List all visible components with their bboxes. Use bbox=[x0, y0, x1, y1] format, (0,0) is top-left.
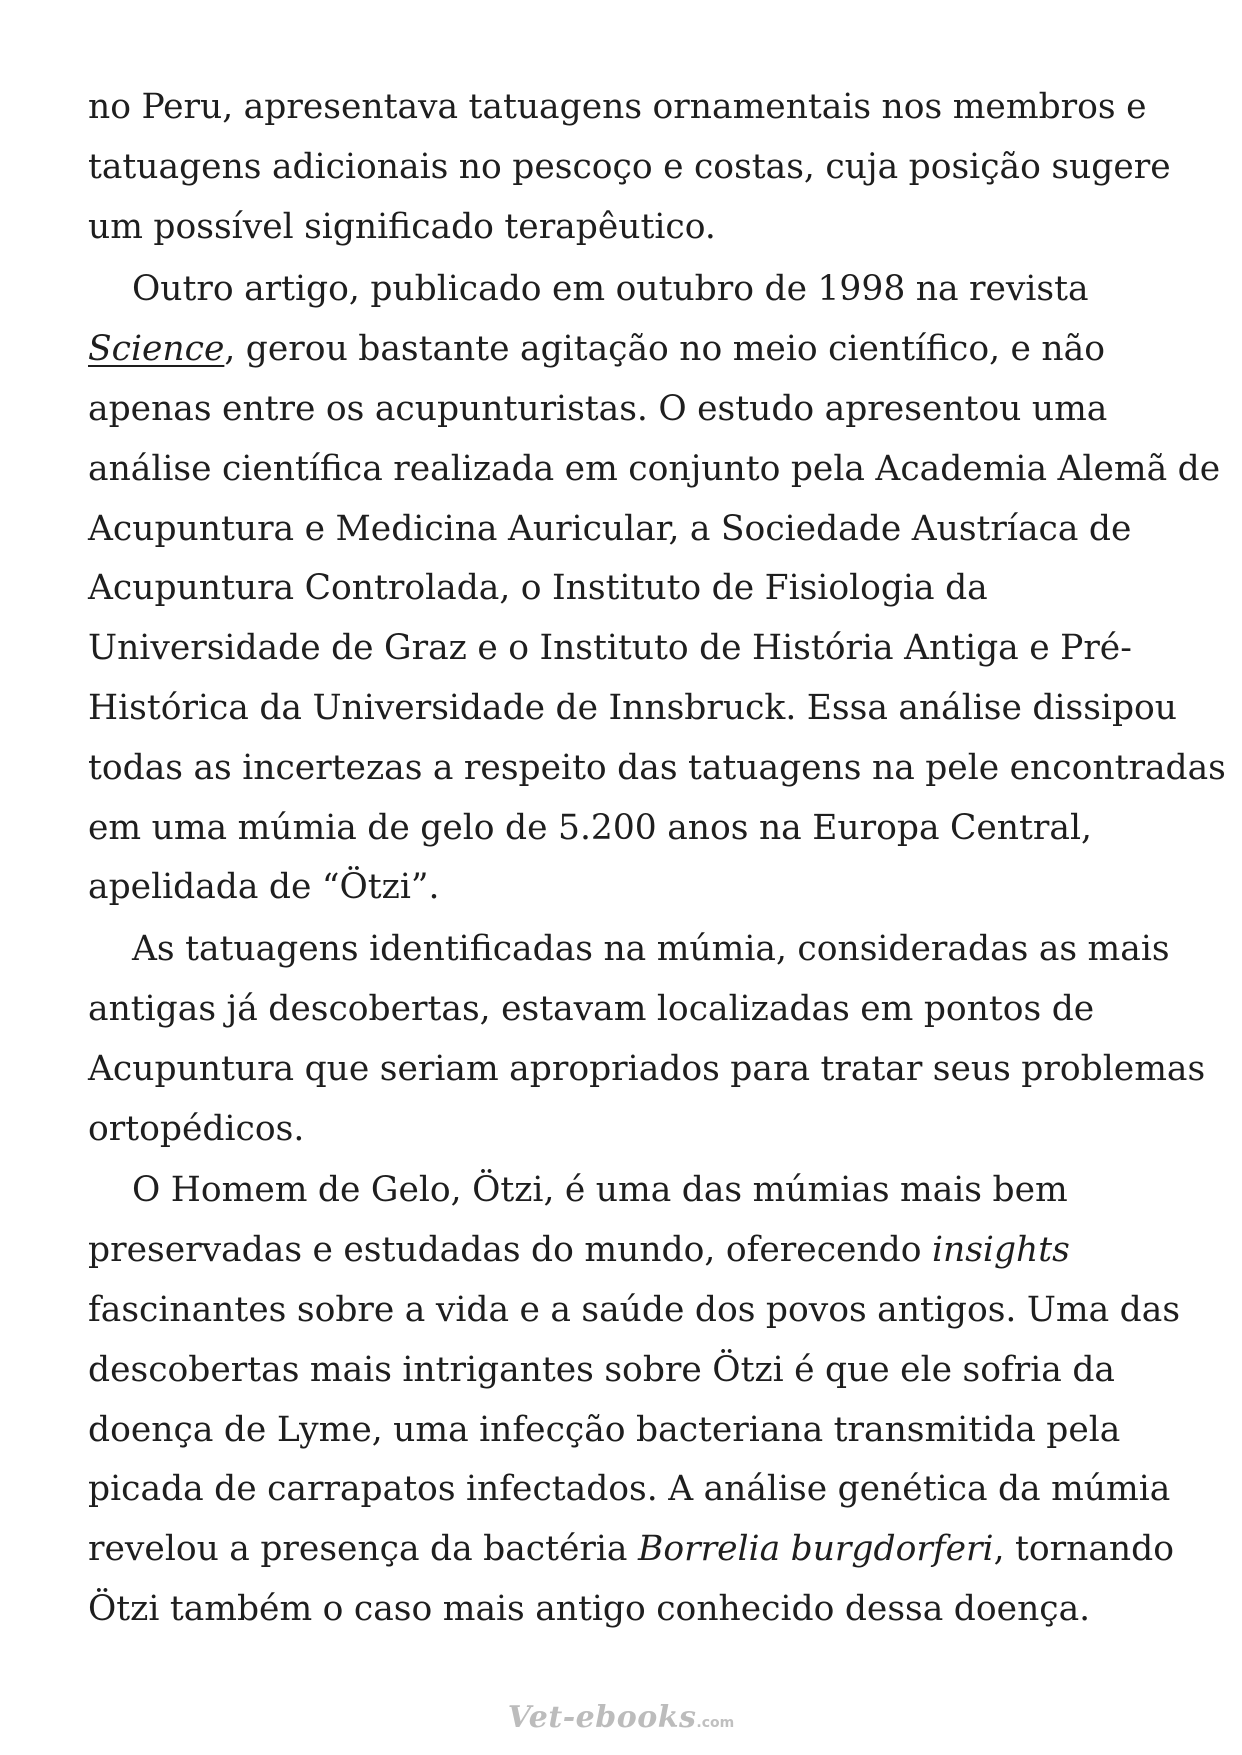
text-line: O Homem de Gelo, Ötzi, é uma das múmias mais bem bbox=[132, 1170, 1068, 1211]
paragraph-3 bbox=[88, 920, 1206, 1159]
text-line: picada de carrapatos infectados. A análise genética da múmia bbox=[88, 1469, 1171, 1510]
text-line: todas as incertezas a respeito das tatuagens na pele encontradas bbox=[88, 747, 1226, 788]
text-line bbox=[88, 1221, 1168, 1281]
science-link[interactable]: Science bbox=[88, 329, 225, 370]
text-line: um possível significado terapêutico. bbox=[88, 206, 716, 247]
text-line: fascinantes sobre a vida e a saúde dos povos antigos. Uma das bbox=[88, 1289, 1181, 1330]
text-line bbox=[88, 320, 1168, 380]
text-line: Outro artigo, publicado em outubro de 1998 na revista bbox=[132, 269, 1089, 310]
italic-term: Borrelia burgdorferi bbox=[637, 1529, 994, 1570]
text-line: tatuagens adicionais no pescoço e costas, cuja posição sugere bbox=[88, 146, 1171, 187]
text-line: no Peru, apresentava tatuagens ornamentais nos membros e bbox=[88, 87, 1147, 127]
paragraph-2 bbox=[88, 260, 1226, 918]
page-body bbox=[88, 78, 1226, 1640]
text-line: ortopédicos. bbox=[88, 1108, 305, 1149]
paragraph-4 bbox=[88, 1161, 1181, 1639]
text-line: em uma múmia de gelo de 5.200 anos na Europa Central, bbox=[88, 807, 1092, 848]
text-line: Acupuntura que seriam apropriados para tratar seus problemas bbox=[88, 1048, 1206, 1089]
text-line: Histórica da Universidade de Innsbruck. Essa análise dissipou bbox=[88, 687, 1178, 728]
text-line: apelidada de “Ötzi”. bbox=[88, 867, 440, 908]
text-line: Acupuntura e Medicina Auricular, a Sociedade Austríaca de bbox=[88, 508, 1132, 549]
text-line: análise científica realizada em conjunto pela Academia Alemã de bbox=[88, 448, 1221, 489]
text-line: antigas já descobertas, estavam localizadas em pontos de bbox=[88, 988, 1095, 1029]
paragraph-1 bbox=[88, 78, 1171, 257]
text-fragment: revelou a presença da bactéria bbox=[88, 1529, 638, 1570]
text-fragment: preservadas e estudadas do mundo, oferecendo bbox=[88, 1230, 932, 1271]
watermark-logo-tld: .com bbox=[696, 1715, 735, 1731]
text-line: doença de Lyme, uma infecção bacteriana transmitida pela bbox=[88, 1409, 1121, 1450]
text-line: As tatuagens identificadas na múmia, consideradas as mais bbox=[132, 929, 1170, 970]
text-line bbox=[88, 1520, 1174, 1580]
text-line: Ötzi também o caso mais antigo conhecido dessa doença. bbox=[88, 1588, 1091, 1629]
text-line: descobertas mais intrigantes sobre Ötzi é que ele sofria da bbox=[88, 1349, 1115, 1390]
text-fragment: , tornando bbox=[993, 1529, 1174, 1570]
text-line: Universidade de Graz e o Instituto de História Antiga e Pré- bbox=[88, 628, 1132, 669]
text-line: Acupuntura Controlada, o Instituto de Fisiologia da bbox=[88, 568, 988, 609]
italic-term: insights bbox=[931, 1230, 1070, 1271]
footer-watermark bbox=[0, 1700, 1242, 1735]
text-fragment: , gerou bastante agitação no meio científico, e não bbox=[224, 329, 1105, 370]
text-line: apenas entre os acupunturistas. O estudo apresentou uma bbox=[88, 388, 1108, 429]
watermark-logo: Vet-ebooks bbox=[507, 1700, 697, 1735]
